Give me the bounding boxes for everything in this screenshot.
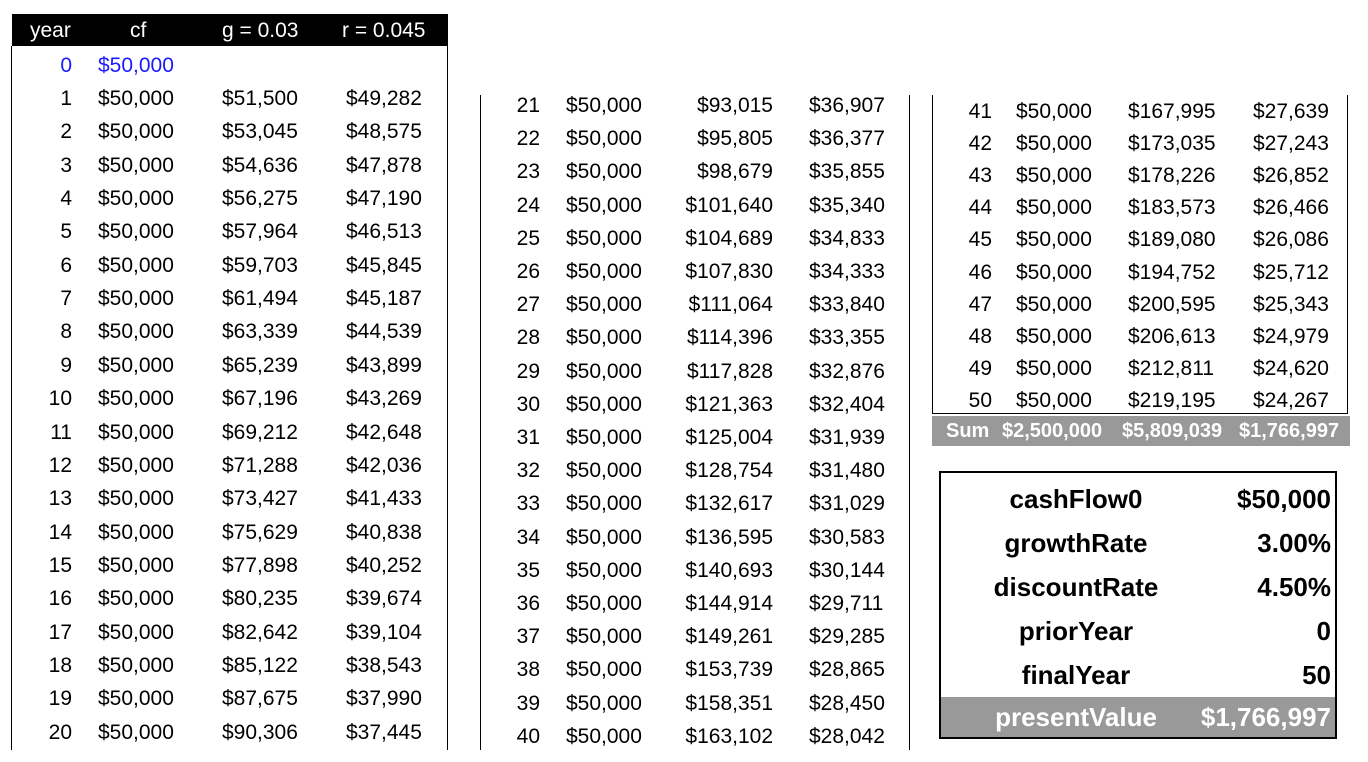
sum-pv: $1,766,997 (1239, 420, 1340, 442)
cell-growth: $200,595 (1128, 292, 1216, 316)
cell-discount: $35,855 (809, 160, 885, 184)
cell-cf: $50,000 (98, 153, 174, 177)
cell-cf: $50,000 (566, 426, 642, 449)
cell-year: 46 (968, 260, 992, 284)
cell-cf: $50,000 (98, 187, 174, 211)
cell-year: 19 (48, 687, 72, 711)
cell-cf: $50,000 (1016, 292, 1092, 316)
cell-cf: $50,000 (1016, 260, 1092, 284)
table-row (0, 320, 1368, 353)
param-value: 4.50% (1257, 572, 1331, 602)
cell-growth: $80,235 (222, 587, 298, 611)
cell-discount: $47,190 (346, 187, 422, 211)
cell-cf: $50,000 (1016, 164, 1092, 188)
cell-cf: $50,000 (1016, 132, 1092, 156)
cell-year: 13 (48, 487, 72, 511)
cell-growth: $93,015 (697, 94, 773, 117)
table-row (0, 384, 1368, 417)
cell-growth: $212,811 (1128, 356, 1215, 380)
cell-discount: $28,865 (809, 658, 885, 682)
cell-growth: $111,064 (688, 293, 773, 317)
header-growth: g = 0.03 (222, 19, 299, 42)
present-value-label: presentValue (995, 702, 1157, 732)
cell-growth: $158,351 (685, 691, 773, 715)
cell-discount: $45,187 (346, 287, 422, 311)
cell-year: 6 (60, 253, 72, 277)
cell-year: 5 (60, 220, 72, 244)
present-value-row (941, 697, 1335, 737)
param-row-prioryear (941, 609, 1335, 653)
cell-growth: $114,396 (686, 326, 773, 350)
cell-growth: $104,689 (685, 226, 773, 250)
cell-discount: $41,433 (346, 487, 422, 511)
cell-cf: $50,000 (566, 691, 642, 715)
cell-discount: $27,639 (1253, 100, 1329, 123)
cell-discount: $30,583 (809, 525, 885, 549)
cell-year: 48 (968, 324, 992, 348)
table-row (0, 288, 1368, 321)
cell-growth: $61,494 (222, 287, 298, 311)
cell-cf: $50,000 (566, 226, 642, 250)
table-row (0, 223, 1368, 256)
cell-growth: $87,675 (222, 687, 298, 711)
cell-growth: $59,703 (222, 253, 298, 277)
cell-growth: $167,995 (1128, 100, 1216, 123)
cell-cf: $50,000 (566, 558, 642, 582)
cell-growth: $219,195 (1128, 388, 1216, 412)
cell-discount: $37,445 (346, 720, 422, 744)
cell-cf: $50,000 (98, 487, 174, 511)
cell-discount: $40,838 (346, 520, 422, 544)
cell-cf: $50,000 (566, 658, 642, 682)
param-row-discountrate (941, 565, 1335, 609)
cell-discount: $42,648 (346, 420, 422, 444)
cell-discount: $44,539 (346, 320, 422, 344)
cell-growth: $153,739 (685, 658, 773, 682)
cell-growth: $206,613 (1128, 324, 1216, 348)
cell-cf: $50,000 (98, 520, 174, 544)
table-row (0, 95, 1368, 128)
cell-discount: $36,907 (809, 94, 885, 117)
cell-cf: $50,000 (566, 392, 642, 416)
sum-label: Sum (946, 420, 990, 442)
cell-year: 40 (516, 724, 540, 748)
cell-year: 35 (516, 558, 540, 582)
table-row (0, 159, 1368, 192)
cell-year: 20 (48, 720, 72, 744)
cell-growth: $51,500 (222, 87, 298, 110)
param-label: discountRate (993, 572, 1159, 602)
cell-discount: $26,086 (1253, 228, 1329, 252)
cell-discount: $30,144 (809, 558, 885, 582)
param-label: growthRate (1004, 528, 1148, 558)
cell-discount: $40,252 (346, 553, 422, 577)
param-label: priorYear (1018, 616, 1134, 646)
cell-year: 33 (516, 492, 540, 516)
cell-cf: $50,000 (566, 127, 642, 151)
cell-growth: $53,045 (222, 120, 298, 144)
cell-growth: $107,830 (685, 260, 773, 283)
cell-year: 27 (516, 293, 540, 317)
cell-cf: $50,000 (566, 592, 642, 615)
cell-discount: $24,979 (1253, 324, 1329, 348)
cell-cf: $50,000 (566, 724, 642, 748)
cell-year: 41 (968, 100, 992, 123)
table-header (12, 14, 448, 46)
cell-year: 9 (60, 353, 72, 377)
cell-growth: $73,427 (222, 487, 298, 511)
cell-discount: $47,878 (346, 153, 422, 177)
cell-cf: $50,000 (566, 94, 642, 117)
cell-cf: $50,000 (98, 120, 174, 144)
cell-cf: $50,000 (98, 553, 174, 577)
header-year: year (30, 19, 71, 42)
cell-cf: $50,000 (98, 653, 174, 677)
cell-discount: $25,712 (1253, 260, 1329, 284)
cell-year: 7 (60, 287, 72, 311)
cell-year: 43 (968, 164, 992, 188)
cell-growth: $144,914 (685, 592, 773, 615)
cell-cf: $50,000 (98, 220, 174, 244)
cell-cf: $50,000 (98, 320, 174, 344)
cell-cf: $50,000 (566, 459, 642, 483)
cell-growth: $194,752 (1128, 260, 1216, 284)
cell-cf: $50,000 (566, 625, 642, 649)
cell-cf: $50,000 (98, 54, 174, 77)
cell-cf: $50,000 (566, 193, 642, 217)
cell-year: 31 (516, 426, 540, 449)
cell-discount: $45,845 (346, 253, 422, 277)
cell-year: 38 (516, 658, 540, 682)
table-row (0, 256, 1368, 289)
cell-growth: $67,196 (222, 387, 298, 411)
cell-cf: $50,000 (98, 720, 174, 744)
param-row-growthrate (941, 521, 1335, 565)
cell-year: 10 (48, 387, 72, 411)
cell-cf: $50,000 (566, 160, 642, 184)
cell-discount: $25,343 (1253, 292, 1329, 316)
param-value: 50 (1302, 660, 1331, 690)
cell-discount: $31,480 (809, 459, 885, 483)
cell-growth: $136,595 (685, 525, 773, 549)
cell-growth: $101,640 (685, 193, 773, 217)
cell-year: 30 (516, 392, 540, 416)
cell-discount: $49,282 (346, 87, 422, 110)
param-label: cashFlow0 (1009, 484, 1143, 514)
cell-discount: $35,340 (809, 193, 885, 217)
cell-year: 32 (516, 459, 540, 483)
cell-growth: $90,306 (222, 720, 298, 744)
cell-discount: $24,267 (1253, 388, 1329, 412)
cell-cf: $50,000 (1016, 228, 1092, 252)
cell-cf: $50,000 (98, 87, 174, 110)
cell-growth: $183,573 (1128, 196, 1216, 220)
cell-year: 22 (516, 127, 540, 151)
cell-discount: $36,377 (809, 127, 885, 151)
sum-growth: $5,809,039 (1122, 420, 1223, 442)
cell-year: 4 (60, 187, 72, 211)
cell-year: 49 (968, 356, 992, 380)
cell-growth: $85,122 (222, 653, 298, 677)
cell-cf: $50,000 (1016, 324, 1092, 348)
cell-discount: $42,036 (346, 453, 422, 477)
cell-cf: $50,000 (98, 253, 174, 277)
cell-discount: $46,513 (346, 220, 422, 244)
param-row-cashflow0 (941, 477, 1335, 521)
cell-year: 24 (516, 193, 540, 217)
cell-year: 26 (516, 260, 540, 283)
cell-growth: $95,805 (697, 127, 773, 151)
cell-year: 34 (516, 525, 540, 549)
table-row (0, 127, 1368, 160)
cell-cf: $50,000 (98, 453, 174, 477)
cell-cf: $50,000 (1016, 100, 1092, 123)
cell-growth: $56,275 (222, 187, 298, 211)
cell-growth: $173,035 (1128, 132, 1216, 156)
cell-cf: $50,000 (98, 287, 174, 311)
cell-year: 14 (48, 520, 72, 544)
param-label: finalYear (1021, 660, 1131, 690)
cell-discount: $34,833 (809, 226, 885, 250)
cell-growth: $117,828 (686, 359, 773, 383)
cell-discount: $28,450 (809, 691, 885, 715)
cell-growth: $98,679 (697, 160, 773, 184)
cell-cf: $50,000 (98, 387, 174, 411)
cell-growth: $140,693 (685, 558, 773, 582)
cell-cf: $50,000 (1016, 196, 1092, 220)
cell-discount: $28,042 (809, 724, 885, 748)
cell-growth: $71,288 (222, 453, 298, 477)
cell-cf: $50,000 (566, 359, 642, 383)
cell-discount: $43,899 (346, 353, 422, 377)
cell-year: 3 (60, 153, 72, 177)
cell-year: 47 (968, 292, 992, 316)
cell-growth: $128,754 (685, 459, 773, 483)
cell-year: 0 (60, 54, 72, 77)
cell-growth: $63,339 (222, 320, 298, 344)
cell-cf: $50,000 (98, 687, 174, 711)
cell-growth: $132,617 (685, 492, 773, 516)
cell-year: 37 (516, 625, 540, 649)
cell-discount: $31,939 (809, 426, 885, 449)
cell-year: 1 (60, 87, 72, 110)
cell-cf: $50,000 (566, 260, 642, 283)
cell-discount: $29,285 (809, 625, 885, 649)
cell-growth: $125,004 (685, 426, 773, 449)
cell-growth: $82,642 (222, 620, 298, 644)
cell-year: 39 (516, 691, 540, 715)
cell-year: 15 (48, 553, 72, 577)
cell-growth: $149,261 (685, 625, 773, 649)
cell-discount: $39,104 (346, 620, 422, 644)
table-row (0, 352, 1368, 385)
cell-year: 29 (516, 359, 540, 383)
cell-year: 42 (968, 132, 992, 156)
cell-discount: $32,876 (809, 359, 885, 383)
cell-growth: $189,080 (1128, 228, 1216, 252)
cell-discount: $48,575 (346, 120, 422, 144)
cell-discount: $27,243 (1253, 132, 1329, 156)
cell-discount: $33,840 (809, 293, 885, 317)
cell-cf: $50,000 (566, 293, 642, 317)
sum-row (932, 416, 1350, 446)
cell-year: 11 (50, 420, 72, 444)
cell-cf: $50,000 (1016, 356, 1092, 380)
cell-discount: $26,852 (1253, 164, 1329, 188)
cell-cf: $50,000 (98, 587, 174, 611)
cell-year: 45 (968, 228, 992, 252)
cell-cf: $50,000 (98, 620, 174, 644)
header-cf: cf (130, 19, 147, 42)
header-discount: r = 0.045 (342, 19, 426, 42)
cell-discount: $29,711 (809, 592, 884, 615)
present-value: $1,766,997 (1200, 702, 1331, 732)
cell-discount: $39,674 (346, 587, 422, 611)
parameters-box (939, 471, 1337, 739)
cell-cf: $50,000 (98, 420, 174, 444)
cell-year: 21 (516, 94, 540, 117)
param-row-finalyear (941, 653, 1335, 697)
cell-year: 2 (60, 120, 72, 144)
cell-cf: $50,000 (566, 326, 642, 350)
param-value: 0 (1316, 616, 1331, 646)
cell-year: 17 (48, 620, 72, 644)
cell-growth: $69,212 (222, 420, 298, 444)
cell-year: 50 (968, 388, 992, 412)
param-value: $50,000 (1237, 484, 1331, 514)
cell-growth: $178,226 (1128, 164, 1216, 188)
cell-cf: $50,000 (566, 525, 642, 549)
cell-discount: $26,466 (1253, 196, 1329, 220)
cell-discount: $24,620 (1253, 356, 1329, 380)
cell-discount: $32,404 (809, 392, 885, 416)
cell-discount: $33,355 (809, 326, 885, 350)
cell-growth: $77,898 (222, 553, 298, 577)
cell-growth: $57,964 (222, 220, 298, 244)
cell-discount: $38,543 (346, 653, 422, 677)
sum-cf: $2,500,000 (1002, 420, 1103, 442)
cell-growth: $54,636 (222, 153, 298, 177)
cell-discount: $34,333 (809, 260, 885, 283)
table-row-initial (0, 49, 440, 82)
cell-discount: $37,990 (346, 687, 422, 711)
table-row (0, 191, 1368, 224)
cell-cf: $50,000 (566, 492, 642, 516)
cell-year: 28 (516, 326, 540, 350)
cell-year: 16 (48, 587, 72, 611)
cell-growth: $65,239 (222, 353, 298, 377)
param-value: 3.00% (1257, 528, 1331, 558)
cell-growth: $163,102 (685, 724, 773, 748)
cell-year: 25 (516, 226, 540, 250)
cell-year: 18 (48, 653, 72, 677)
cell-discount: $43,269 (346, 387, 422, 411)
cell-year: 8 (60, 320, 72, 344)
cell-cf: $50,000 (1016, 388, 1092, 412)
cell-year: 12 (48, 453, 72, 477)
cell-discount: $31,029 (809, 492, 885, 516)
cell-cf: $50,000 (98, 353, 174, 377)
cell-year: 23 (516, 160, 540, 184)
cell-growth: $121,363 (685, 392, 773, 416)
cell-year: 44 (968, 196, 992, 220)
cell-growth: $75,629 (222, 520, 298, 544)
cell-year: 36 (516, 592, 540, 615)
